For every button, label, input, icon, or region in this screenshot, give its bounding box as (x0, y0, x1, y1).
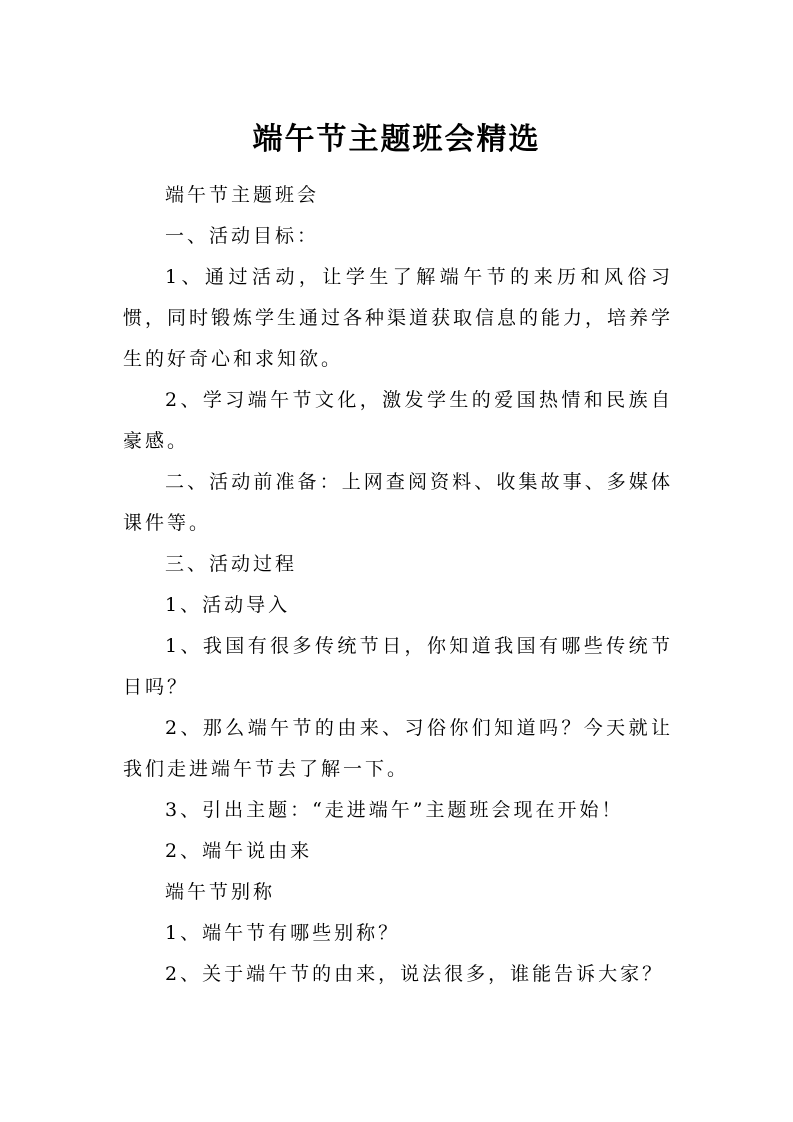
paragraph-section-preparation: 二、活动前准备：上网查阅资料、收集故事、多媒体课件等。 (123, 471, 673, 534)
paragraph-theme-intro: 3、引出主题：“走进端午”主题班会现在开始！ (165, 799, 624, 821)
paragraph-origin-question: 2、关于端午节的由来，说法很多，谁能告诉大家？ (165, 963, 665, 985)
paragraph-class-meeting-heading: 端午节主题班会 (165, 184, 320, 206)
paragraph-section-process: 三、活动过程 (165, 553, 298, 575)
paragraph-section-goals: 一、活动目标： (165, 225, 320, 247)
paragraph-activity-intro: 1、活动导入 (165, 594, 291, 616)
paragraph-alias-heading: 端午节别称 (165, 881, 276, 903)
paragraph-alias-question: 1、端午节有哪些别称？ (165, 922, 401, 944)
document-title: 端午节主题班会精选 (252, 122, 541, 157)
document-body (123, 175, 673, 995)
paragraph-question-1: 1、我国有很多传统节日，你知道我国有哪些传统节日吗？ (123, 635, 673, 698)
paragraph-question-2: 2、那么端午节的由来、习俗你们知道吗？今天就让我们走进端午节去了解一下。 (123, 717, 673, 780)
paragraph-origin-heading: 2、端午说由来 (165, 840, 313, 862)
paragraph-goal-1: 1、通过活动，让学生了解端午节的来历和风俗习惯，同时锻炼学生通过各种渠道获取信息的能力，培养学生的好奇心和求知欲。 (123, 266, 674, 370)
paragraph-goal-2: 2、学习端午节文化，激发学生的爱国热情和民族自豪感。 (123, 389, 673, 452)
